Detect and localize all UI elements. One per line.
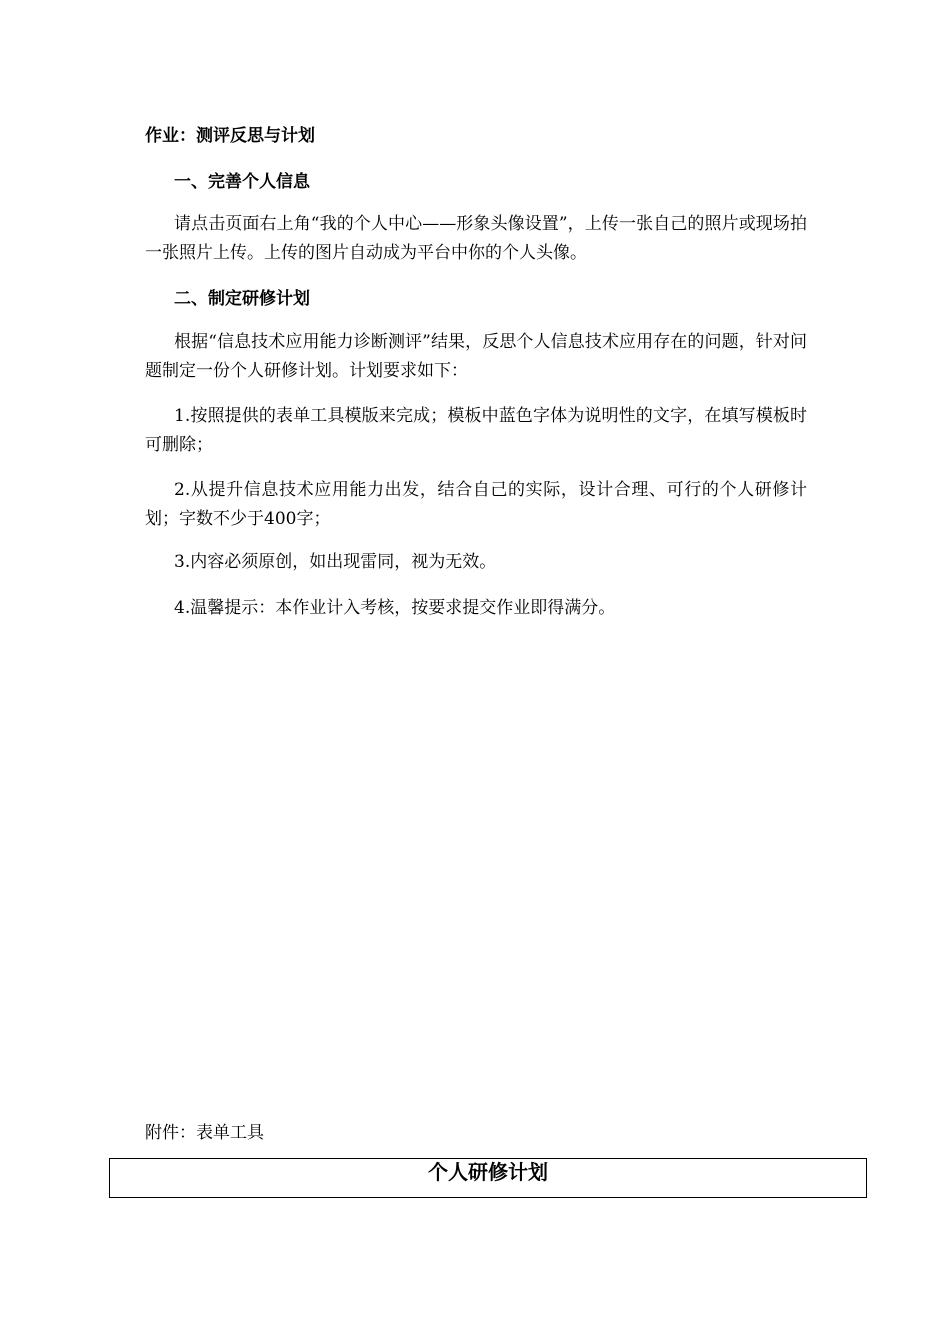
attachment-label: 附件：表单工具 bbox=[145, 1123, 264, 1143]
requirement-item-2: 2.从提升信息技术应用能力出发，结合自己的实际，设计合理、可行的个人研修计划；字数不少于400字； bbox=[145, 480, 807, 529]
form-table-header bbox=[109, 1158, 867, 1198]
document-title: 作业：测评反思与计划 bbox=[145, 126, 315, 146]
requirement-item-4: 4.温馨提示：本作业计入考核，按要求提交作业即得满分。 bbox=[174, 598, 616, 618]
section-1-heading: 一、完善个人信息 bbox=[174, 172, 310, 192]
section-2-heading: 二、制定研修计划 bbox=[174, 289, 310, 309]
requirement-item-3: 3.内容必须原创，如出现雷同，视为无效。 bbox=[174, 552, 497, 572]
section-1-paragraph: 请点击页面右上角“我的个人中心——形象头像设置”，上传一张自己的照片或现场拍一张照片上传。上传的图片自动成为平台中你的个人头像。 bbox=[145, 214, 807, 263]
section-2-intro: 根据“信息技术应用能力诊断测评”结果，反思个人信息技术应用存在的问题，针对问题制定一份个人研修计划。计划要求如下： bbox=[145, 332, 807, 381]
requirement-item-1: 1.按照提供的表单工具模版来完成；模板中蓝色字体为说明性的文字，在填写模板时可删除； bbox=[145, 406, 807, 455]
form-title: 个人研修计划 bbox=[428, 1160, 548, 1184]
